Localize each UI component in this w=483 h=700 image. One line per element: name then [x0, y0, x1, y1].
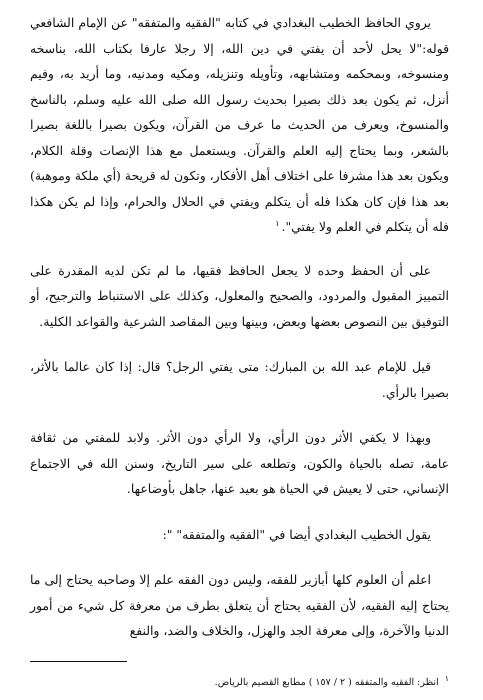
- footnote-divider: [30, 661, 127, 662]
- paragraph-3: [30, 354, 449, 405]
- footnote: [40, 672, 449, 690]
- footnote-number: ١: [444, 674, 449, 683]
- paragraph-5: [30, 522, 449, 548]
- footnote-text: انظر: الفقيه والمتفقه ( ٢ / ١٥٧ ) مطابع القصيم بالرياض.: [214, 677, 439, 689]
- paragraph-4-text: وبهذا لا يكفي الأثر دون الرأي، ولا الرأي دون الأثر. ولابد للمفتي من ثقافة عامة، تصله بالحياة والكون، وتطلعه على سير التاريخ، وسنن الله في الاجتماع الإنساني، حتى لا يعيش في الحياة هو بعيد عنها، جاهل بأوضاعها.: [30, 430, 449, 496]
- paragraph-2: [30, 258, 449, 335]
- paragraph-6: [30, 567, 449, 644]
- paragraph-4: [30, 425, 449, 502]
- paragraph-2-text: على أن الحفظ وحده لا يجعل الحافظ فقيها، ما لم تكن لديه المقدرة على التمييز المقبول والمردود، والصحيح والمعلول، وكذلك على الاستنباط والترجيح، أو التوفيق بين النصوص بعضها وبعض، وبينها وبين المقاصد الشرعية والقواعد الكلية.: [30, 262, 449, 329]
- paragraph-1: [30, 10, 449, 240]
- paragraph-5-text: يقول الخطيب البغدادي أيضا في "الفقيه والمتفقه" ":: [162, 526, 431, 542]
- paragraph-6-text: اعلم أن العلوم كلها أبازير للفقه، وليس دون الفقه علم إلا وصاحبه يحتاج إلى ما يحتاج إليه الفقيه، لأن الفقيه يحتاج أن يتعلق بطرف من معرفة كل شيء من أمور الدنيا والآخرة، وإلى معرفة الجد والهزل، والخلاف والضد، والنفع: [30, 572, 449, 638]
- paragraph-1-text: يروي الحافظ الخطيب البغدادي في كتابه "الفقيه والمتفقه" عن الإمام الشافعي قوله:"لا يحل لأحد أن يفتي في دين الله، إلا رجلا عارفا بكتاب الله، بناسخه ومنسوخه، وبمحكمه ومتشابهه، وتأويله وتنزيله، ومكيه ومدنيه، وما أريد به، وفيم أنزل، ثم يكون بعد ذلك بصيرا بحديث رسول الله صلى الله عليه وسلم، بالناسخ والمنسوخ، ويعرف من الحديث ما عرف من القرآن، ويكون بصيرا باللغة بصيرا بالشعر، وبما يحتاج إليه العلم والقرآن. ويستعمل مع هذا الإنصات وقلة الكلام، ويكون بعد هذا مشرفا على اختلاف أهل الأفكار، وتكون له قريحة (أي ملكة وموهبة) بعد هذا فإن كان هكذا فله أن يتكلم ويفتي في الحلال والحرام، وإذا لم يكن هكذا فله أن يتكلم في العلم ولا يفتي".: [30, 15, 449, 234]
- footnote-mark: ١: [275, 218, 280, 228]
- paragraph-3-text: قيل للإمام عبد الله بن المبارك: متى يفتي الرجل؟ قال: إذا كان عالما بالأثر، بصيرا بالرأي.: [30, 359, 449, 400]
